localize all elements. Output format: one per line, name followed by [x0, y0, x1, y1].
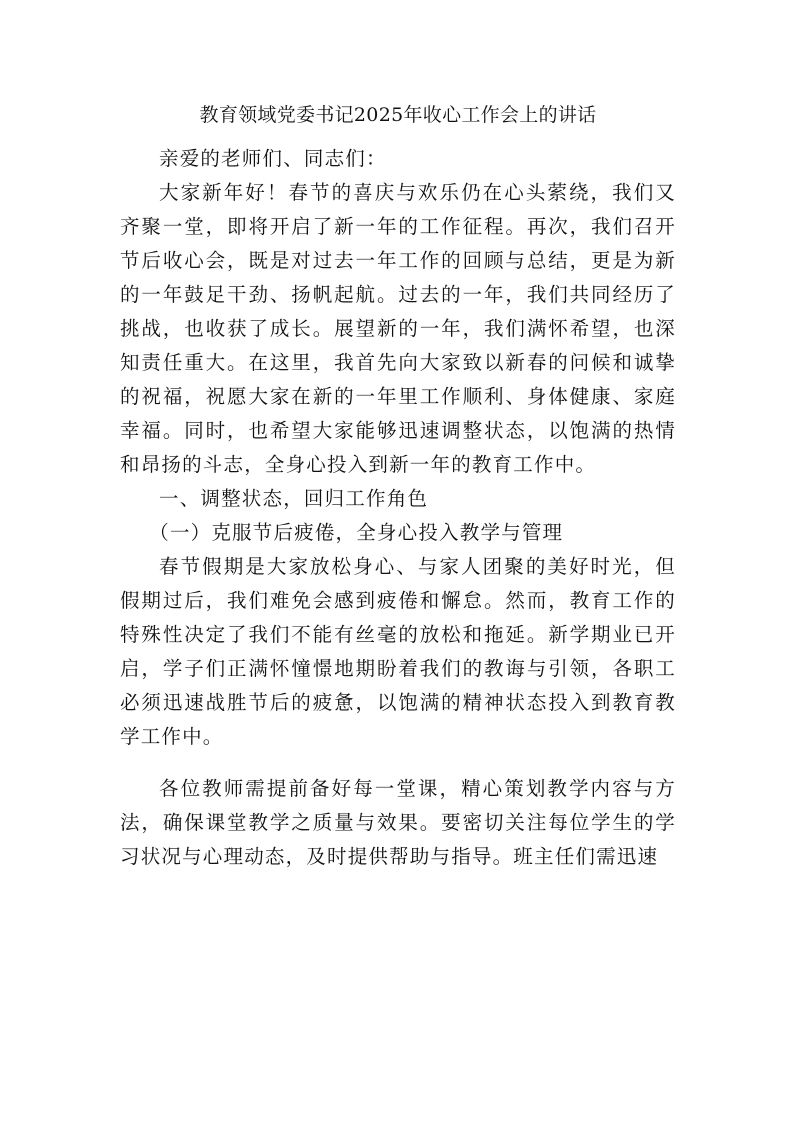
salutation: 亲爱的老师们、同志们：	[159, 147, 387, 170]
section-heading-1: 一、调整状态，回归工作角色	[159, 487, 429, 510]
document-title: 教育领域党委书记2025年收心工作会上的讲话	[199, 104, 597, 126]
body-paragraph-3: 各位教师需提前备好每一堂课，精心策划教学内容与方法，确保课堂教学之质量与效果。要密切关注每位学生的学习状况与心理动态，及时提供帮助与指导。班主任们需迅速	[120, 777, 676, 868]
subsection-heading-1: （一）克服节后疲倦，全身心投入教学与管理	[149, 521, 564, 544]
document-body	[120, 98, 676, 874]
body-paragraph-2: 春节假期是大家放松身心、与家人团聚的美好时光，但假期过后，我们难免会感到疲倦和懈怠。然而，教育工作的特殊性决定了我们不能有丝毫的放松和拖延。新学期业已开启，学子们正满怀憧憬地期盼着我们的教诲与引领，各职工必须迅速战胜节后的疲惫，以饱满的精神状态投入到教育教学工作中。	[120, 555, 676, 748]
opening-paragraph: 大家新年好！春节的喜庆与欢乐仍在心头萦绕，我们又齐聚一堂，即将开启了新一年的工作征程。再次，我们召开节后收心会，既是对过去一年工作的回顾与总结，更是为新的一年鼓足干劲、扬帆起航。过去的一年，我们共同经历了挑战，也收获了成长。展望新的一年，我们满怀希望，也深知责任重大。在这里，我首先向大家致以新春的问候和诚挚的祝福，祝愿大家在新的一年里工作顺利、身体健康、家庭幸福。同时，也希望大家能够迅速调整状态，以饱满的热情和昂扬的斗志，全身心投入到新一年的教育工作中。	[120, 181, 676, 476]
